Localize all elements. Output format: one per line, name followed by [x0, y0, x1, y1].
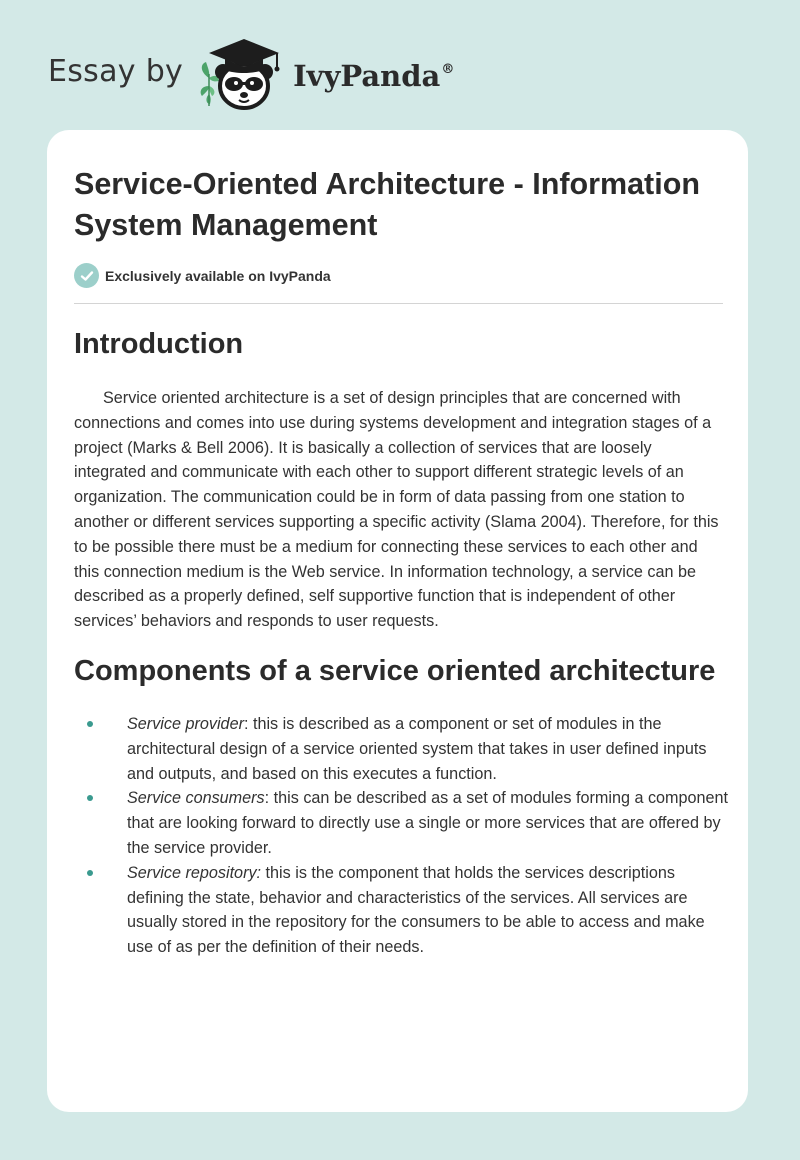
essay-card	[47, 130, 748, 1112]
description-service-provider: : this is described as a component or set of modules in the architectural design of a service oriented system that takes in user defined inputs and outputs, and based on this executes a function.	[127, 715, 707, 783]
list-item-service-provider	[127, 712, 732, 786]
divider	[74, 303, 723, 304]
page-title: Service-Oriented Architecture - Information System Management	[74, 167, 700, 242]
brand-prefix: Essay by	[48, 53, 184, 89]
term-service-repository: Service repository:	[127, 863, 262, 882]
description-service-consumers: : this can be described as a set of modules forming a component that are looking forward to directly use a single or more services that are offered by the service provider.	[127, 789, 729, 857]
list-item-service-repository	[127, 861, 732, 960]
brand-name-text: IvyPanda	[293, 59, 441, 93]
bullet-icon	[87, 795, 93, 801]
list-item-service-consumers	[127, 786, 732, 860]
bullet-icon	[87, 870, 93, 876]
introduction-heading: Introduction	[74, 328, 244, 360]
panda-mascot-icon	[197, 34, 289, 114]
exclusive-text: Exclusively available on IvyPanda	[105, 267, 331, 284]
site-header	[48, 34, 454, 114]
term-service-consumers: Service consumers	[127, 789, 265, 808]
term-service-provider: Service provider	[127, 715, 244, 733]
components-heading: Components of a service oriented architecture	[74, 655, 716, 687]
bullet-icon	[87, 721, 93, 727]
check-icon	[74, 263, 99, 288]
registered-mark: ®	[441, 62, 455, 77]
description-service-repository: this is the component that holds the services descriptions defining the state, behavior and characteristics of the services. All services are usually stored in the repository for the consumers to be able to access and make use of as per the definition of their needs.	[127, 863, 705, 957]
ivypanda-logo[interactable]	[197, 34, 289, 114]
components-list	[127, 712, 732, 960]
exclusive-badge	[74, 263, 331, 288]
brand-name[interactable]	[293, 59, 454, 93]
introduction-paragraph: Service oriented architecture is a set of design principles that are concerned with connections and comes into use during systems development and integration stages of a project (Marks & Bell 2006). It is basically a collection of services that are loosely integrated and communicate with each other to support different strategic levels of an organization. The communication could be in form of data passing from one station to another or different services supporting a specific activity (Slama 2004). Therefore, for this to be possible there must be a medium for connecting these services to each other and this connection medium is the Web service. In information technology, a service can be described as a properly defined, self supportive function that is independent of other services’ behaviors and responds to user requests.	[74, 389, 719, 631]
